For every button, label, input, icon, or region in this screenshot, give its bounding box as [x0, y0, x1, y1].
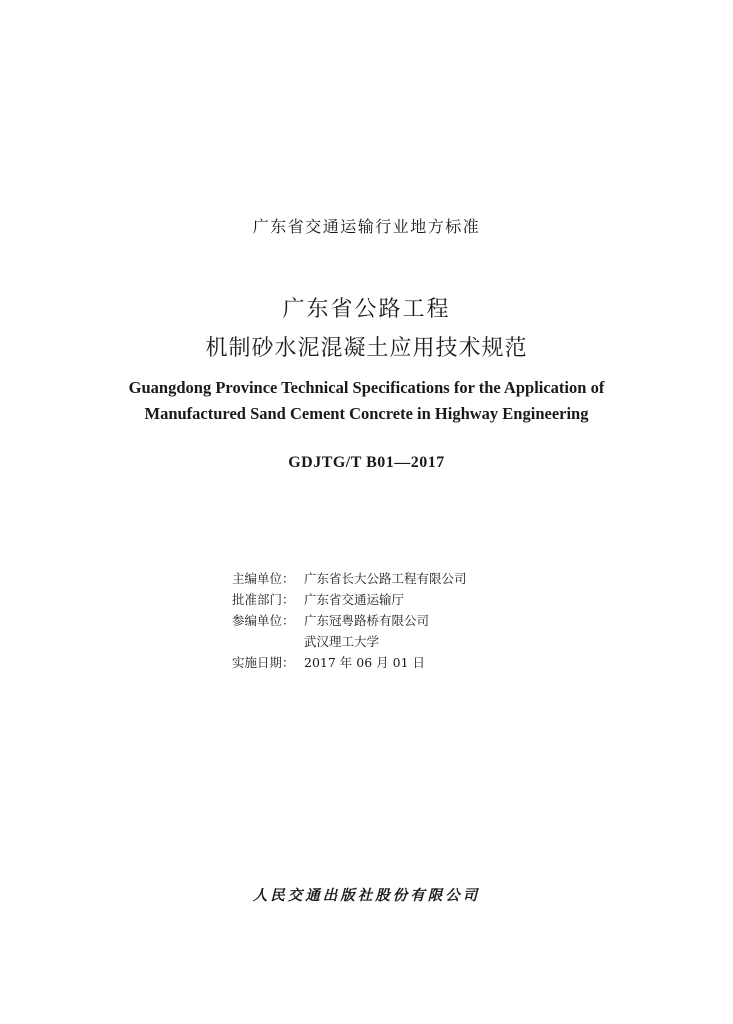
approver-row — [232, 589, 467, 610]
editor-row — [232, 568, 467, 589]
effective-date-value: 2017 年 06 月 01 日 — [304, 655, 425, 670]
participant-item: 广东冠粤路桥有限公司 — [304, 613, 430, 628]
approver-label: 批准部门： — [232, 592, 295, 607]
standard-series: 广东省交通运输行业地方标准 — [252, 217, 481, 236]
info-block — [232, 568, 467, 673]
english-title-line-2: Manufactured Sand Cement Concrete in Highway Engineering — [144, 404, 589, 423]
editor-label: 主编单位： — [232, 571, 295, 586]
publisher-name: 人民交通出版社股份有限公司 — [252, 888, 481, 904]
english-title-line-1: Guangdong Province Technical Specifications for the Application of — [128, 378, 605, 397]
standard-code: GDJTG/T B01—2017 — [288, 454, 445, 471]
approver-value: 广东省交通运输厅 — [304, 592, 405, 607]
chinese-title-line-1: 广东省公路工程 — [282, 297, 451, 322]
participants-row — [232, 610, 467, 652]
editor-value: 广东省长大公路工程有限公司 — [304, 571, 467, 586]
effective-date-row — [232, 652, 467, 673]
participants-label: 参编单位： — [232, 613, 295, 628]
effective-date-label: 实施日期： — [232, 655, 295, 670]
chinese-title-line-2: 机制砂水泥混凝土应用技术规范 — [205, 336, 528, 361]
participant-item: 武汉理工大学 — [304, 634, 380, 649]
